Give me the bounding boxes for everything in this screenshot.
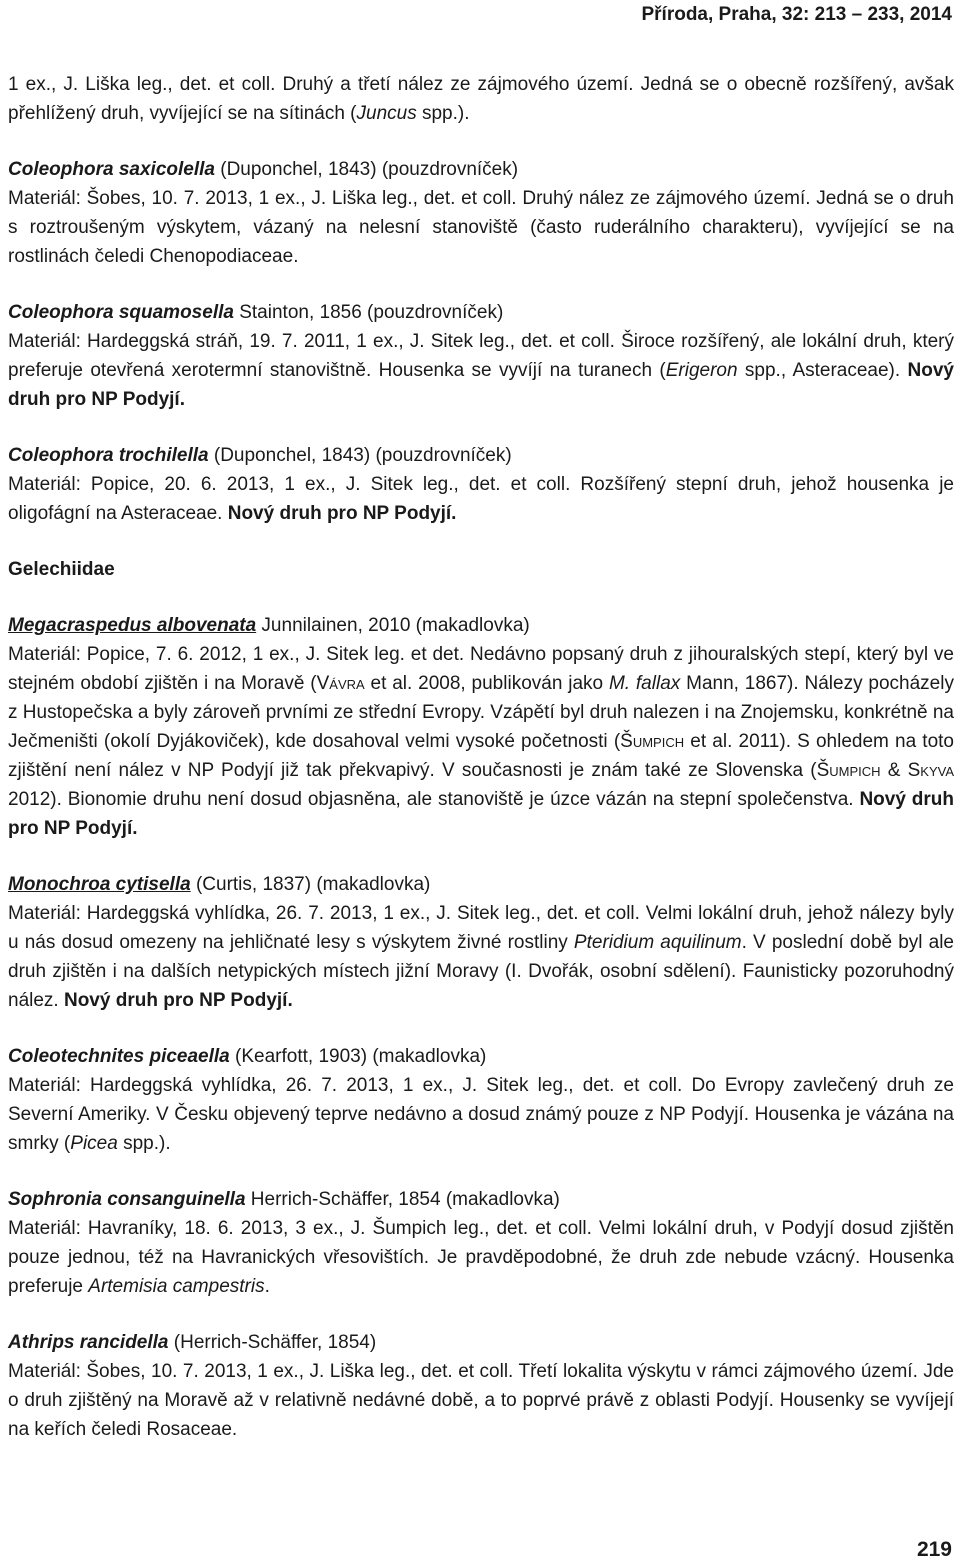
journal-header: Příroda, Praha, 32: 213 – 233, 2014 xyxy=(641,4,952,25)
taxon-italic: M. fallax xyxy=(608,673,681,694)
taxon-italic: Erigeron xyxy=(665,360,738,381)
taxon-italic: Juncus xyxy=(356,103,417,124)
species-entry-squamosella xyxy=(8,298,954,414)
species-text: Materiál: Šobes, 10. 7. 2013, 1 ex., J. Liška leg., det. et coll. Třetí lokalita výskytu v rámci zájmového území. Jde o druh zjištěný na Moravě až v relativně nedávné době, a to poprvé právě z oblasti Podyjí. Housenky se vyvíjejí na keřích čeledi Rosaceae. xyxy=(8,1361,954,1440)
species-author: (Duponchel, 1843) (pouzdrovníček) xyxy=(208,445,512,466)
citation-author: Šumpich xyxy=(620,731,685,752)
species-author: (Curtis, 1837) (makadlovka) xyxy=(190,874,431,895)
species-entry-rancidella xyxy=(8,1328,954,1444)
intro-text-end: spp.). xyxy=(416,103,470,124)
species-author: Stainton, 1856 (pouzdrovníček) xyxy=(233,302,504,323)
new-record-note: Nový druh pro NP Podyjí. xyxy=(63,990,293,1011)
species-text: Materiál: Hardeggská vyhlídka, 26. 7. 2013, 1 ex., J. Sitek leg., det. et coll. Velmi lokální druh, jehož nálezy byly u nás dosud omezeny na jehličnaté lesy s výskytem živné rostliny xyxy=(8,903,954,953)
family-heading: Gelechiidae xyxy=(8,559,115,580)
species-text: . V poslední době byl ale druh zjištěn i na dalších netypických místech jižní Moravy (I. Dvořák, osobní sdělení). Faunisticky pozoruhodný nález. xyxy=(8,932,954,1011)
page-number: 219 xyxy=(916,1538,952,1561)
species-entry-piceaella xyxy=(8,1042,954,1158)
species-text: spp.). xyxy=(117,1133,171,1154)
species-text: 2012). Bionomie druhu není dosud objasněna, ale stanoviště je úzce vázán na stepní společenstva. xyxy=(8,789,860,810)
species-text: Materiál: Hardeggská vyhlídka, 26. 7. 2013, 1 ex., J. Sitek leg., det. et coll. Do Evropy zavlečený druh ze Severní Ameriky. V Česku objevený teprve nedávno a dosud známý pouze z NP Podyjí. Housenka je vázána na smrky ( xyxy=(8,1075,954,1154)
species-name: Monochroa cytisella xyxy=(8,874,191,895)
species-text: Materiál: Šobes, 10. 7. 2013, 1 ex., J. Liška leg., det. et coll. Druhý nález ze zájmového území. Jedná se o druh s roztroušeným výskytem, vázaný na nelesní stanoviště (často ruderálního charakteru), vyvíjející se na rostlinách čeledi Chenopodiaceae. xyxy=(8,188,954,267)
citation-author: Skyva xyxy=(907,760,954,781)
species-text: . xyxy=(264,1276,270,1297)
species-text: spp., Asteraceae). xyxy=(737,360,908,381)
species-text: & xyxy=(880,760,908,781)
species-author: Herrich-Schäffer, 1854 (makadlovka) xyxy=(245,1189,560,1210)
species-entry-saxicolella xyxy=(8,155,954,271)
taxon-italic: Pteridium aquilinum xyxy=(573,932,742,953)
species-text: Materiál: Popice, 20. 6. 2013, 1 ex., J. Sitek leg., det. et coll. Rozšířený stepní druh, jehož housenka je oligofágní na Asteraceae. xyxy=(8,474,954,524)
intro-paragraph xyxy=(8,70,954,128)
species-author: (Duponchel, 1843) (pouzdrovníček) xyxy=(214,159,519,180)
new-record-note: Nový druh pro NP Podyjí. xyxy=(8,789,954,839)
species-name: Coleophora saxicolella xyxy=(8,159,215,180)
species-text: Materiál: Havraníky, 18. 6. 2013, 3 ex., J. Šumpich leg., det. et coll. Velmi lokální druh, v Podyjí dosud zjištěn pouze jednou, též na Havranických vřesovištích. Je pravděpodobné, že druh zde nebude vzácný. Housenka preferuje xyxy=(8,1218,954,1297)
intro-text: 1 ex., J. Liška leg., det. et coll. Druhý a třetí nález ze zájmového území. Jedná se o obecně rozšířený, avšak přehlížený druh, vyvíjející se na sítinách ( xyxy=(8,74,954,124)
citation-author: Šumpich xyxy=(816,760,881,781)
taxon-italic: Picea xyxy=(70,1133,118,1154)
species-name: Coleophora trochilella xyxy=(8,445,209,466)
species-entry-cytisella xyxy=(8,870,954,1015)
species-entry-trochilella xyxy=(8,441,954,528)
citation-author: Vávra xyxy=(316,673,365,694)
species-heading xyxy=(8,159,518,180)
species-author: (Herrich-Schäffer, 1854) xyxy=(168,1332,377,1353)
species-entry-consanguinella xyxy=(8,1185,954,1301)
species-name: Megacraspedus albovenata xyxy=(8,615,257,636)
species-author: Junnilainen, 2010 (makadlovka) xyxy=(256,615,530,636)
species-text: Mann, 1867). Nálezy pocházely z Hustopečska a byly zároveň prvními ze střední Evropy. Vzápětí byl druh nalezen i na Znojemsku, konkrétně na Ječmeništi (okolí Dyjákoviček), kde dosahoval velmi vysoké početnosti ( xyxy=(8,673,954,752)
species-text: Materiál: Hardeggská stráň, 19. 7. 2011, 1 ex., J. Sitek leg., det. et coll. Široce rozšířený, ale lokální druh, který preferuje otevřená xerotermní stanovištně. Housenka se vyvíjí na turanech ( xyxy=(8,331,954,381)
species-author: (Kearfott, 1903) (makadlovka) xyxy=(229,1046,487,1067)
species-text: et al. 2008, publikován jako xyxy=(364,673,609,694)
species-name: Coleotechnites piceaella xyxy=(8,1046,230,1067)
species-name: Athrips rancidella xyxy=(8,1332,169,1353)
species-entry-albovenata xyxy=(8,611,954,843)
taxon-italic: Artemisia campestris xyxy=(88,1276,265,1297)
species-text: Materiál: Popice, 7. 6. 2012, 1 ex., J. Sitek leg. et det. Nedávno popsaný druh z jihouralských stepí, který byl ve stejném období zjištěn i na Moravě ( xyxy=(8,644,954,694)
article-body xyxy=(8,70,954,1444)
species-name: Coleophora squamosella xyxy=(8,302,234,323)
new-record-note: Nový druh pro NP Podyjí. xyxy=(8,360,954,410)
species-text: et al. 2011). S ohledem na toto zjištění není nález v NP Podyjí již tak překvapivý. V současnosti je znám také ze Slovenska ( xyxy=(8,731,955,781)
species-name: Sophronia consanguinella xyxy=(8,1189,246,1210)
new-record-note: Nový druh pro NP Podyjí. xyxy=(227,503,457,524)
